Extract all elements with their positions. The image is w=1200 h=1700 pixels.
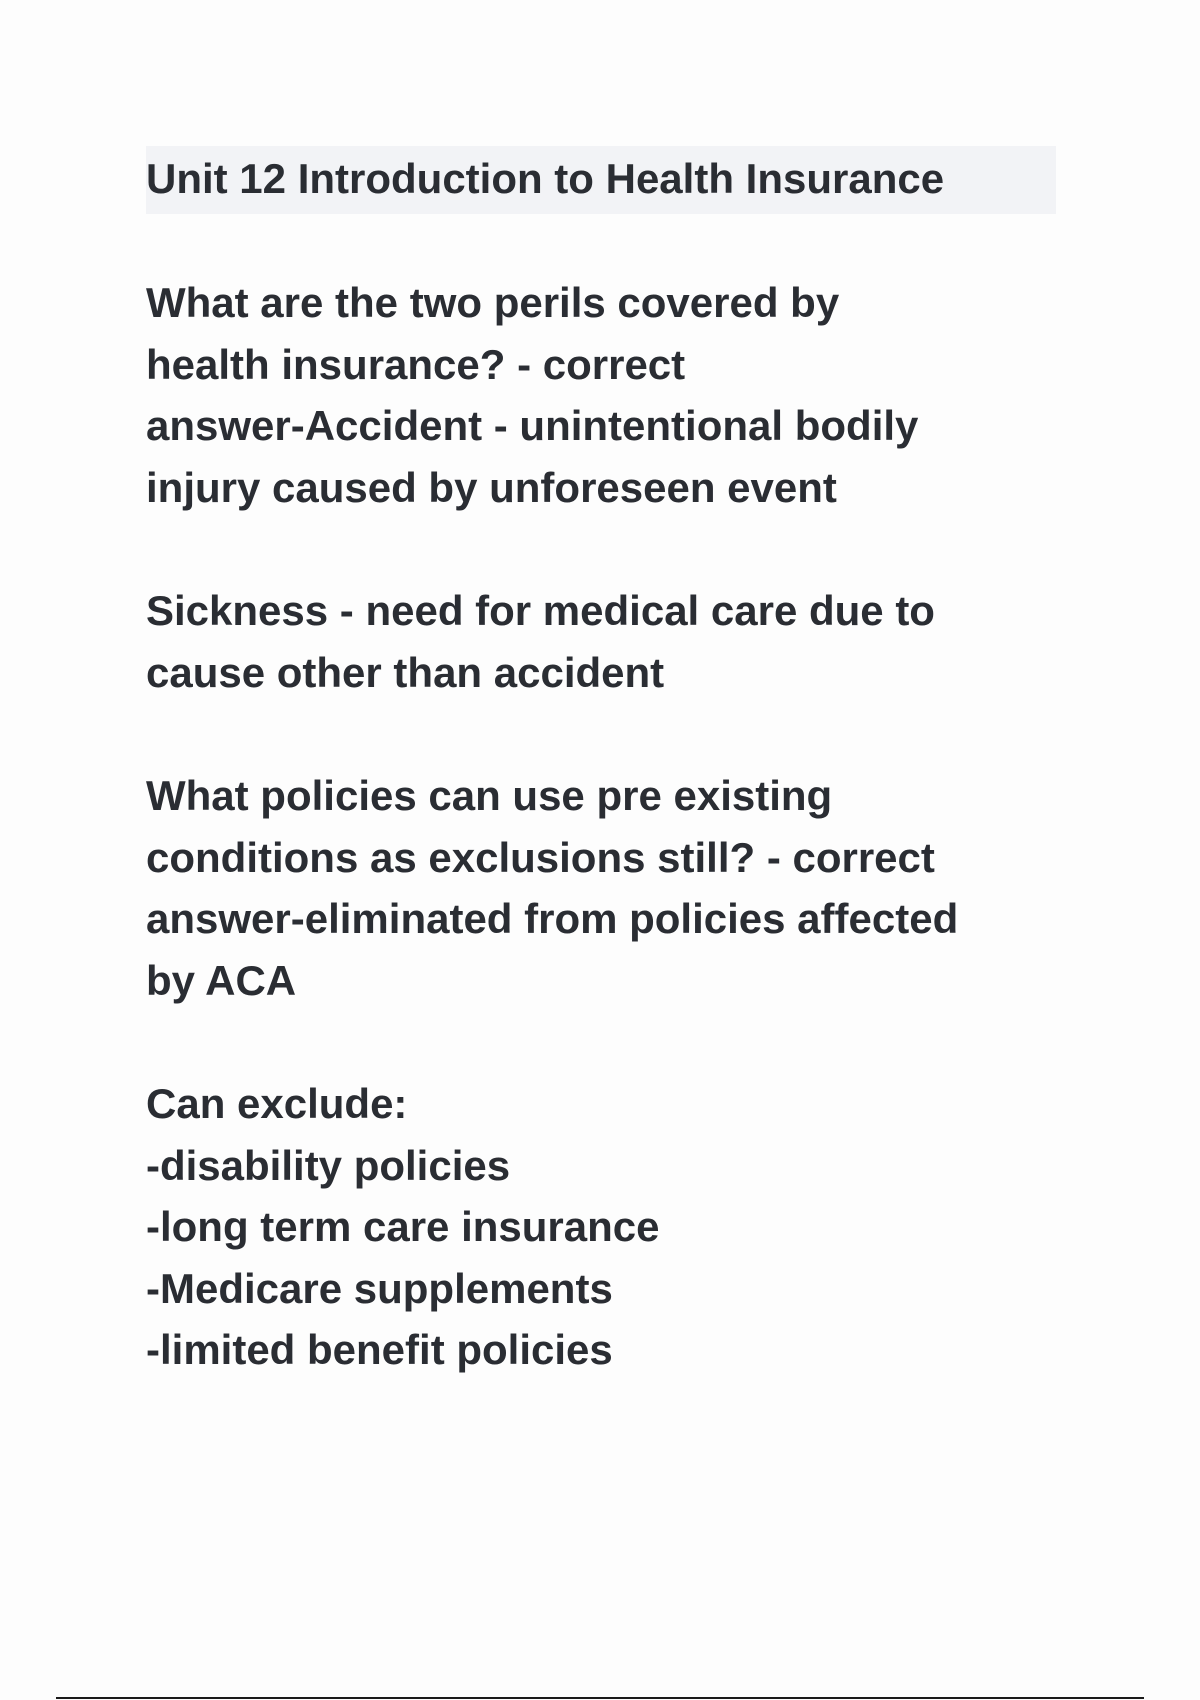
list-item: -disability policies [146,1141,511,1189]
text-line: What are the two perils covered by [146,279,840,326]
list-item: -Medicare supplements [146,1264,613,1312]
text-line: answer-Accident - unintentional bodily [146,402,919,449]
text-line: cause other than accident [146,648,665,696]
text-line: answer-eliminated from policies affected [146,895,959,942]
document-title: Unit 12 Introduction to Health Insurance [146,155,945,202]
text-line: Sickness - need for medical care due to [146,587,935,634]
page-bottom-divider [56,1697,1144,1699]
text-line: health insurance? - correct [146,340,686,388]
text-line: conditions as exclusions still? - correct [146,833,935,881]
list-heading: Can exclude: [146,1080,408,1127]
paragraph-can-exclude-list [146,1073,1066,1381]
text-line: by ACA [146,956,297,1004]
list-item: -long term care insurance [146,1203,660,1250]
paragraph-preexisting-question [146,765,1066,1011]
text-line: injury caused by unforeseen event [146,463,837,511]
text-line: What policies can use pre existing [146,772,833,819]
paragraph-perils-question [146,272,1066,518]
list-item: -limited benefit policies [146,1326,613,1373]
document-body [146,272,1066,1443]
paragraph-sickness [146,580,1066,703]
